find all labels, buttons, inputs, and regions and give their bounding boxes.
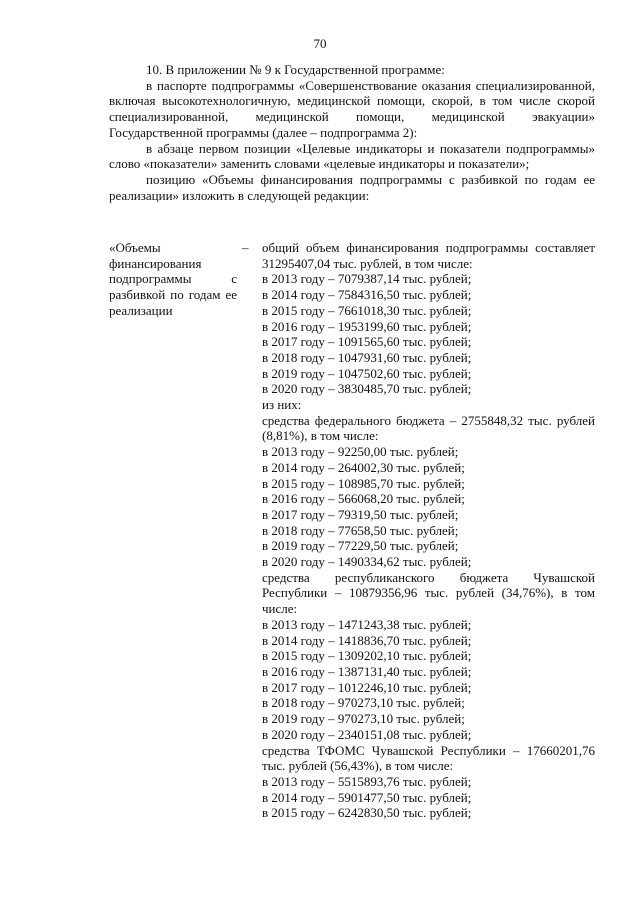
position-label: «Объемы финансирования подпрограммы с разбивкой по годам ее реализации [109,240,237,318]
intro-text [109,62,595,203]
year-line: в 2016 году – 1387131,40 тыс. рублей; [262,663,472,679]
intro-paragraph: позицию «Объемы финансирования подпрограммы с разбивкой по годам ее реализации» изложить в следующей редакции: [109,171,595,203]
year-line: в 2015 году – 108985,70 тыс. рублей; [262,475,465,491]
intro-paragraph: в паспорте подпрограммы «Совершенствование оказания специализированной, включая высокотехнологичную, медицинской помощи, скорой, в том числе скорой специализированной, медицинской помощи, медицинской эвакуации» Государственной программы (далее – подпрограмма 2): [109,77,595,140]
intro-paragraph: в абзаце первом позиции «Целевые индикаторы и показатели подпрограммы» слово «показатели» заменить словами «целевые индикаторы и показатели»; [109,140,595,172]
year-line: в 2016 году – 1953199,60 тыс. рублей; [262,318,472,334]
year-line: в 2015 году – 1309202,10 тыс. рублей; [262,648,472,664]
year-line: в 2018 году – 1047931,60 тыс. рублей; [262,349,472,365]
year-line: в 2014 году – 7584316,50 тыс. рублей; [262,287,472,303]
year-line: в 2020 году – 3830485,70 тыс. рублей; [262,381,472,397]
year-line: в 2015 году – 6242830,50 тыс. рублей; [262,805,472,821]
year-line: в 2020 году – 1490334,62 тыс. рублей; [262,554,472,570]
year-line: в 2018 году – 77658,50 тыс. рублей; [262,522,459,538]
year-line: в 2015 году – 7661018,30 тыс. рублей; [262,302,472,318]
year-line: в 2013 году – 7079387,14 тыс. рублей; [262,271,472,287]
total-paragraph: общий объем финансирования подпрограммы составляет 31295407,04 тыс. рублей, в том числе: [262,240,595,271]
year-line: в 2014 году – 5901477,50 тыс. рублей; [262,789,472,805]
year-line: в 2017 году – 1091565,60 тыс. рублей; [262,334,472,350]
year-line: в 2019 году – 1047502,60 тыс. рублей; [262,365,472,381]
year-line: в 2018 году – 970273,10 тыс. рублей; [262,695,465,711]
year-line: в 2013 году – 5515893,76 тыс. рублей; [262,773,472,789]
position-dash: – [242,240,249,255]
republic-paragraph: средства республиканского бюджета Чувашской Республики – 10879356,96 тыс. рублей (34,76%), в том числе: [262,569,595,617]
year-line: в 2017 году – 1012246,10 тыс. рублей; [262,679,472,695]
position-value [262,240,595,821]
intro-paragraph: 10. В приложении № 9 к Государственной программе: [146,62,445,77]
tfoms-paragraph: средства ТФОМС Чувашской Республики – 17660201,76 тыс. рублей (56,43%), в том числе: [262,742,595,774]
year-line: в 2014 году – 1418836,70 тыс. рублей; [262,632,472,648]
year-line: в 2014 году – 264002,30 тыс. рублей; [262,459,465,475]
year-line: в 2016 году – 566068,20 тыс. рублей; [262,491,465,507]
year-line: в 2019 году – 77229,50 тыс. рублей; [262,538,459,554]
year-line: в 2013 году – 92250,00 тыс. рублей; [262,444,459,460]
of-them-label: из них: [262,397,302,413]
year-line: в 2017 году – 79319,50 тыс. рублей; [262,506,459,522]
year-line: в 2020 году – 2340151,08 тыс. рублей; [262,726,472,742]
year-line: в 2019 году – 970273,10 тыс. рублей; [262,711,465,727]
federal-paragraph: средства федерального бюджета – 2755848,32 тыс. рублей (8,81%), в том числе: [262,412,595,444]
page-number: 70 [313,36,327,51]
year-line: в 2013 году – 1471243,38 тыс. рублей; [262,616,472,632]
